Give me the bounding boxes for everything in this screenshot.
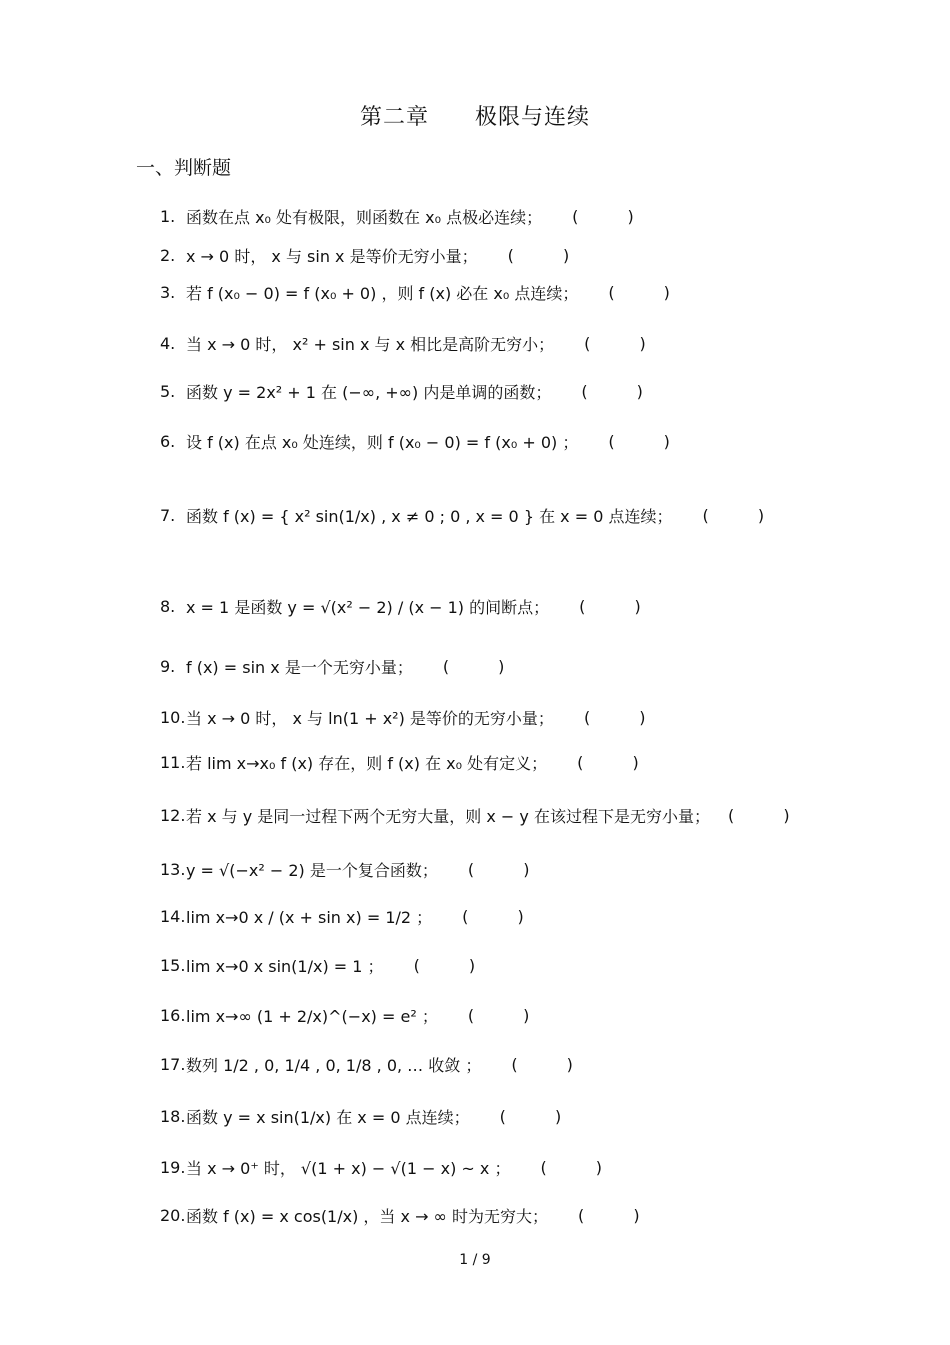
question-text: x = 1 是函数 y = √(x² − 2) / (x − 1) 的间断点； xyxy=(186,597,550,617)
answer-blank: ( ) xyxy=(511,1054,595,1074)
question-1 xyxy=(160,204,656,228)
question-text: 函数 y = x sin(1/x) 在 x = 0 点连续； xyxy=(186,1107,470,1127)
question-8 xyxy=(160,594,663,618)
question-number: 11. xyxy=(160,752,186,772)
question-number: 1. xyxy=(160,206,176,226)
page-number: 1 / 9 xyxy=(459,1252,491,1268)
answer-blank: ( ) xyxy=(507,245,592,265)
question-17 xyxy=(160,1052,595,1076)
answer-blank: ( ) xyxy=(702,505,787,525)
question-10 xyxy=(160,705,668,729)
question-2 xyxy=(160,243,591,267)
question-14 xyxy=(160,904,546,928)
answer-blank: ( ) xyxy=(467,859,552,879)
question-13 xyxy=(160,857,551,881)
question-6 xyxy=(160,429,692,453)
answer-blank: ( ) xyxy=(577,752,661,772)
question-5 xyxy=(160,379,665,403)
question-18 xyxy=(160,1104,583,1128)
question-number: 13. xyxy=(160,859,186,879)
question-12 xyxy=(160,803,812,827)
question-text: lim x→∞ (1 + 2/x)^(−x) = e² ； xyxy=(186,1006,438,1026)
question-number: 20. xyxy=(160,1205,186,1225)
question-number: 8. xyxy=(160,596,176,616)
question-text: 若 lim x→x₀ f (x) 存在，则 f (x) 在 x₀ 处有定义； xyxy=(186,753,548,773)
answer-blank: ( ) xyxy=(442,656,527,676)
answer-blank: ( ) xyxy=(581,381,665,401)
question-number: 3. xyxy=(160,282,176,302)
answer-blank: ( ) xyxy=(467,1005,552,1025)
answer-blank: ( ) xyxy=(462,906,546,926)
answer-blank: ( ) xyxy=(577,1205,662,1225)
question-text: f (x) = sin x 是一个无穷小量； xyxy=(186,657,413,677)
question-text: 函数 y = 2x² + 1 在 (−∞, +∞) 内是单调的函数； xyxy=(186,382,552,402)
question-text: lim x→0 x / (x + sin x) = 1/2 ； xyxy=(186,907,433,927)
question-19 xyxy=(160,1155,624,1179)
answer-blank: ( ) xyxy=(572,206,656,226)
answer-blank: ( ) xyxy=(727,805,812,825)
question-9 xyxy=(160,654,526,678)
question-number: 2. xyxy=(160,245,176,265)
question-text: 函数 f (x) = x cos(1/x) ，当 x → ∞ 时为无穷大； xyxy=(186,1206,548,1226)
question-number: 9. xyxy=(160,656,176,676)
question-number: 7. xyxy=(160,505,176,525)
question-text: 当 x → 0 时， x 与 ln(1 + x²) 是等价的无穷小量； xyxy=(186,708,554,728)
question-text: x → 0 时， x 与 sin x 是等价无穷小量； xyxy=(186,246,478,266)
question-text: 若 x 与 y 是同一过程下两个无穷大量，则 x − y 在该过程下是无穷小量； xyxy=(186,806,710,826)
question-number: 5. xyxy=(160,381,176,401)
question-number: 18. xyxy=(160,1106,186,1126)
question-number: 10. xyxy=(160,707,186,727)
question-text: 数列 1/2 , 0, 1/4 , 0, 1/8 , 0, … 收敛 ； xyxy=(186,1055,482,1075)
question-text: 当 x → 0⁺ 时， √(1 + x) − √(1 − x) ~ x ； xyxy=(186,1158,511,1178)
question-text: 函数 f (x) = { x² sin(1/x) , x ≠ 0 ; 0 , x = 0 } 在 x = 0 点连续； xyxy=(186,506,673,526)
answer-blank: ( ) xyxy=(608,431,692,451)
question-15 xyxy=(160,953,497,977)
question-text: lim x→0 x sin(1/x) = 1 ； xyxy=(186,956,384,976)
question-11 xyxy=(160,750,661,774)
question-number: 17. xyxy=(160,1054,186,1074)
question-number: 6. xyxy=(160,431,176,451)
question-7 xyxy=(160,503,786,527)
answer-blank: ( ) xyxy=(499,1106,584,1126)
question-text: 函数在点 x₀ 处有极限，则函数在 x₀ 点极必连续； xyxy=(186,207,543,227)
chapter-title: 第二章 极限与连续 xyxy=(359,105,590,130)
question-4 xyxy=(160,331,668,355)
question-text: 当 x → 0 时， x² + sin x 与 x 相比是高阶无穷小； xyxy=(186,334,555,354)
question-number: 12. xyxy=(160,805,186,825)
answer-blank: ( ) xyxy=(579,596,663,616)
question-text: y = √(−x² − 2) 是一个复合函数； xyxy=(186,860,438,880)
question-number: 4. xyxy=(160,333,176,353)
question-text: 若 f (x₀ − 0) = f (x₀ + 0) ，则 f (x) 必在 x₀ 点连续； xyxy=(186,283,579,303)
question-number: 19. xyxy=(160,1157,186,1177)
question-number: 14. xyxy=(160,906,186,926)
question-number: 15. xyxy=(160,955,186,975)
question-3 xyxy=(160,280,692,304)
question-20 xyxy=(160,1203,662,1227)
question-16 xyxy=(160,1003,551,1027)
answer-blank: ( ) xyxy=(608,282,692,302)
question-text: 设 f (x) 在点 x₀ 处连续，则 f (x₀ − 0) = f (x₀ + 0) ； xyxy=(186,432,579,452)
answer-blank: ( ) xyxy=(583,707,668,727)
answer-blank: ( ) xyxy=(540,1157,625,1177)
answer-blank: ( ) xyxy=(584,333,668,353)
section-heading: 一、判断题 xyxy=(136,157,232,179)
answer-blank: ( ) xyxy=(413,955,498,975)
question-number: 16. xyxy=(160,1005,186,1025)
